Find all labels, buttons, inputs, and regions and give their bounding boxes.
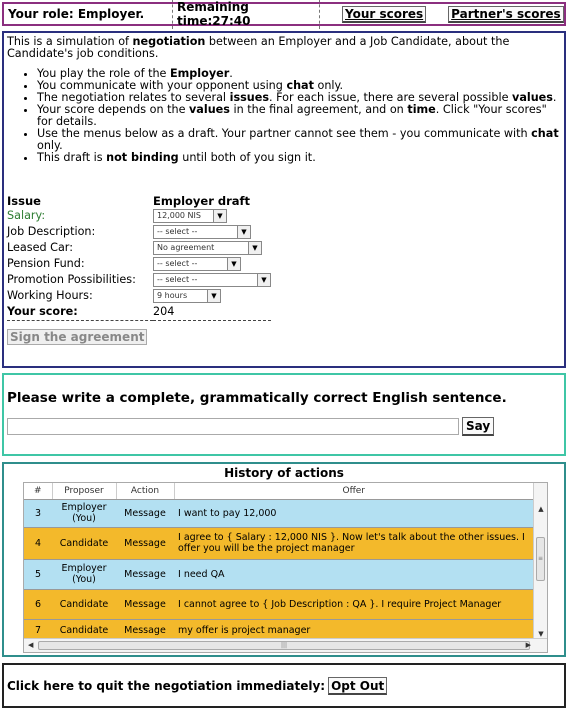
chevron-down-icon: ▼ xyxy=(207,290,220,302)
row-proposer: Candidate xyxy=(52,619,116,641)
pension-fund-label: Pension Fund: xyxy=(7,257,85,270)
promotion-possibilities-label: Promotion Possibilities: xyxy=(7,273,136,286)
row-action: Message xyxy=(116,589,174,619)
your-scores-button[interactable]: Your scores xyxy=(342,6,426,23)
col-offer: Offer xyxy=(174,483,534,499)
issues-table xyxy=(7,194,271,321)
issue-row-job-description xyxy=(7,224,271,240)
quit-panel xyxy=(2,663,566,708)
chevron-down-icon: ▼ xyxy=(237,226,250,238)
row-action: Message xyxy=(116,527,174,559)
vertical-scrollbar[interactable] xyxy=(533,483,547,640)
quit-label: Click here to quit the negotiation immediately: xyxy=(7,678,326,693)
list-item: • Use the menus below as a draft. Your partner cannot see them - you communicate with chat only. xyxy=(37,128,561,152)
pension-fund-select[interactable]: -- select -- ▼ xyxy=(153,257,241,271)
table-row[interactable] xyxy=(24,499,534,527)
salary-select[interactable]: 12,000 NIS ▼ xyxy=(153,209,227,223)
row-action: Message xyxy=(116,619,174,641)
say-button[interactable]: Say xyxy=(462,417,494,436)
table-row[interactable] xyxy=(24,527,534,559)
chat-input[interactable] xyxy=(7,418,459,435)
table-row[interactable] xyxy=(24,589,534,619)
score-value: 204 xyxy=(153,304,271,320)
row-action: Message xyxy=(116,559,174,589)
row-offer: my offer is project manager xyxy=(174,619,534,641)
col-number: # xyxy=(24,483,52,499)
working-hours-select[interactable]: 9 hours ▼ xyxy=(153,289,221,303)
job-description-select[interactable]: -- select -- ▼ xyxy=(153,225,251,239)
row-offer: I agree to { Salary : 12,000 NIS }. Now let's talk about the other issues. I offer you will be the project manager xyxy=(174,527,534,559)
issue-row-pension-fund xyxy=(7,256,271,272)
sign-agreement-button[interactable]: Sign the agreement xyxy=(7,329,147,345)
role-label: Your role: Employer. xyxy=(8,7,145,21)
row-offer: I want to pay 12,000 xyxy=(174,499,534,527)
row-proposer: Candidate xyxy=(52,589,116,619)
leased-car-label: Leased Car: xyxy=(7,241,73,254)
chevron-down-icon: ▼ xyxy=(248,242,261,254)
row-offer: I need QA xyxy=(174,559,534,589)
history-panel xyxy=(2,462,566,657)
row-number: 7 xyxy=(24,619,52,641)
draft-form xyxy=(7,194,561,345)
history-header xyxy=(24,483,534,499)
issue-row-promotion xyxy=(7,272,271,288)
job-description-label: Job Description: xyxy=(7,225,96,238)
remaining-time: Remaining time:27:40 xyxy=(172,0,320,29)
scroll-thumb[interactable]: ≡ xyxy=(536,537,545,581)
row-offer: I cannot agree to { Job Description : QA }. I require Project Manager xyxy=(174,589,534,619)
working-hours-label: Working Hours: xyxy=(7,289,93,302)
scroll-right-icon[interactable]: ▶ xyxy=(525,641,531,649)
promotion-possibilities-select[interactable]: -- select -- ▼ xyxy=(153,273,271,287)
table-row[interactable] xyxy=(24,559,534,589)
score-row xyxy=(7,304,271,320)
issue-column-header: Issue xyxy=(7,194,41,208)
chat-input-row xyxy=(7,417,561,436)
issue-row-working-hours xyxy=(7,288,271,304)
history-scroll-area[interactable] xyxy=(23,482,548,653)
rules-list xyxy=(7,68,561,164)
row-proposer: Employer (You) xyxy=(52,499,116,527)
chat-panel xyxy=(2,373,566,456)
partners-scores-button[interactable]: Partner's scores xyxy=(448,6,564,23)
list-item: • The negotiation relates to several issues. For each issue, there are several possible values. xyxy=(37,92,561,104)
leased-car-select[interactable]: No agreement ▼ xyxy=(153,241,262,255)
issue-row-salary xyxy=(7,208,271,224)
salary-label: Salary: xyxy=(7,209,46,222)
chevron-down-icon: ▼ xyxy=(227,258,240,270)
list-item: • This draft is not binding until both of you sign it. xyxy=(37,152,561,164)
opt-out-button[interactable]: Opt Out xyxy=(328,677,387,695)
scroll-down-icon[interactable]: ▼ xyxy=(538,630,544,638)
history-title: History of actions xyxy=(224,466,344,480)
list-item: • You communicate with your opponent using chat only. xyxy=(37,80,561,92)
history-table xyxy=(24,483,534,641)
scroll-left-icon[interactable]: ◀ xyxy=(28,641,34,649)
draft-column-header: Employer draft xyxy=(153,194,251,208)
chevron-down-icon: ▼ xyxy=(257,274,270,286)
row-number: 5 xyxy=(24,559,52,589)
chevron-down-icon: ▼ xyxy=(213,210,226,222)
scroll-up-icon[interactable]: ▲ xyxy=(538,505,544,513)
issues-header xyxy=(7,194,271,208)
col-action: Action xyxy=(116,483,174,499)
status-bar xyxy=(2,2,566,26)
issue-row-leased-car xyxy=(7,240,271,256)
list-item: • You play the role of the Employer. xyxy=(37,68,561,80)
chat-prompt: Please write a complete, grammatically correct English sentence. xyxy=(7,390,507,406)
scroll-thumb[interactable]: ||| xyxy=(38,641,530,650)
row-proposer: Candidate xyxy=(52,527,116,559)
row-number: 6 xyxy=(24,589,52,619)
score-label: Your score: xyxy=(7,304,153,320)
row-number: 3 xyxy=(24,499,52,527)
row-number: 4 xyxy=(24,527,52,559)
row-action: Message xyxy=(116,499,174,527)
list-item: • Your score depends on the values in the final agreement, and on time. Click "Your scores" for details. xyxy=(37,104,561,128)
intro-paragraph: This is a simulation of negotiation between an Employer and a Job Candidate, about the Candidate's job conditions. xyxy=(7,35,510,60)
instructions-panel xyxy=(2,31,566,368)
col-proposer: Proposer xyxy=(52,483,116,499)
row-proposer: Employer (You) xyxy=(52,559,116,589)
horizontal-scrollbar[interactable] xyxy=(24,638,548,652)
